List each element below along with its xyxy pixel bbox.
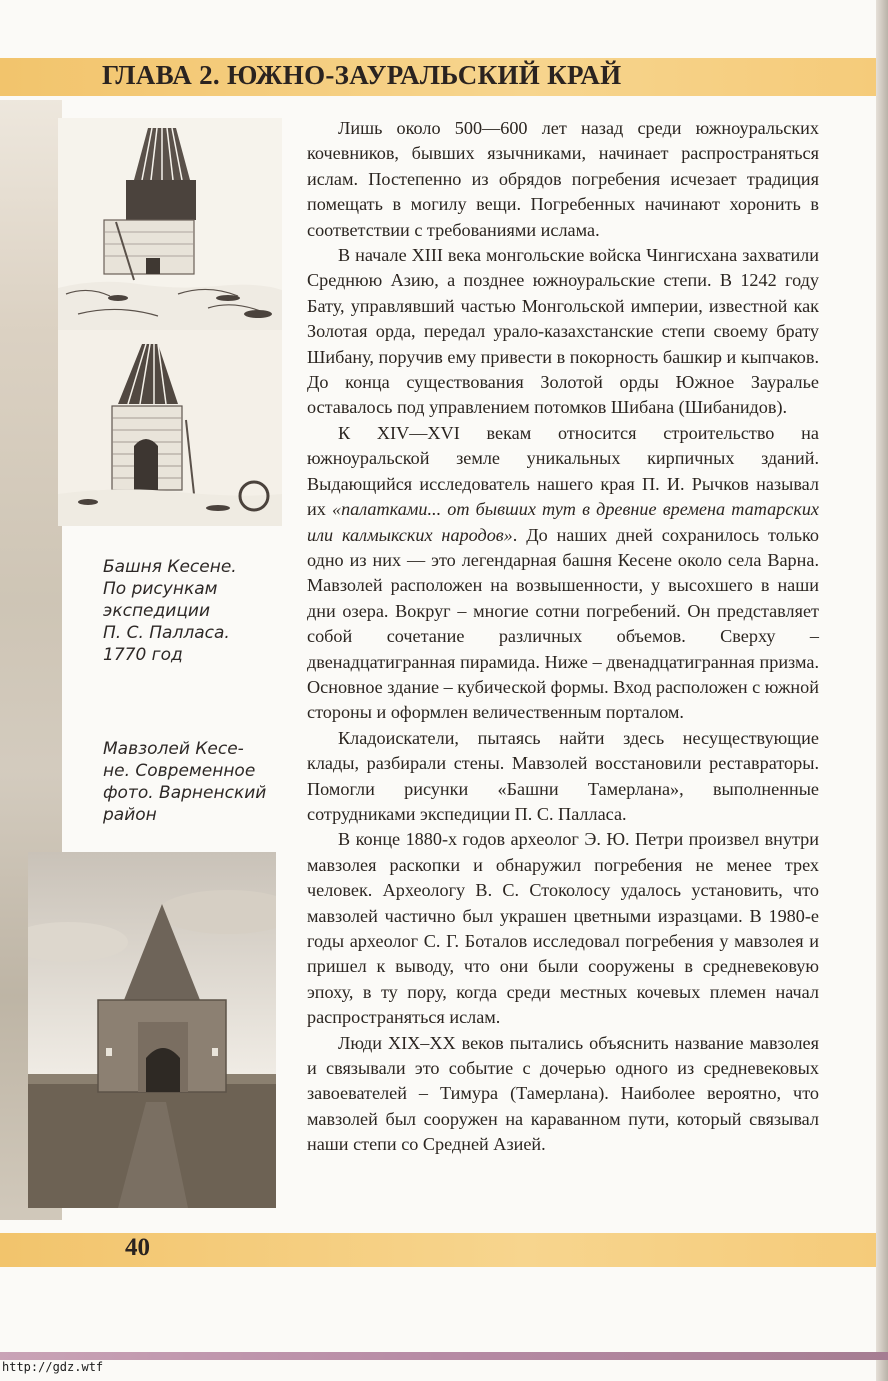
body-text <box>307 116 819 1158</box>
engraving-tower-1 <box>58 118 282 330</box>
page-number: 40 <box>125 1234 150 1261</box>
paragraph: В начале XIII века монгольские войска Чингисхана захватили Среднюю Азию, а позднее южноуральские степи. В 1242 году Бату, управлявший частью Монгольской империи, известной как Золотая орда, передал урало-казахстанские степи своему брату Шибану, поручив ему привести в покорность башкир и кыпчаков. До конца существования Золотой орды Южное Зауралье оставалось под управлением потомков Шибана (Шибанидов). <box>307 245 819 418</box>
paragraph: Лишь около 500—600 лет назад среди южноуральских кочевников, бывших язычниками, начинает распространяться ислам. Постепенно из обрядов погребения исчезает традиция помещать в могилу вещи. Погребенных начинают хоронить в соответствии с требованиями ислама. <box>307 118 819 240</box>
paragraph: В конце 1880-х годов археолог Э. Ю. Петри произвел внутри мавзолея раскопки и обнаружил погребения не менее трех человек. Археологу В. С. Стоколосу удалось установить, что мавзолей частично был украшен цветными изразцами. В 1980-е годы археолог С. Г. Боталов исследовал погребения у мавзолея и пришел к выводу, что они были сооружены в средневековую эпоху, в ту пору, когда среди местных кочевых племен начал распространяться ислам. <box>307 829 819 1028</box>
paragraph-text: . До наших дней сохранилось только одно из них — это легендарная башня Кесене около села Варна. Мавзолей расположен на возвышенности, у высохшего в наши дни озера. Вокруг – многие сотни погребений. Он представляет собой сочетание различных объемов. Сверху – двенадцатигранная пирамида. Ниже – двенадцатигранная призма. Основное здание – кубической формы. Вход расположен с южной стороны и оформлен величественным порталом. <box>307 524 819 723</box>
quote-italic: «палатками... от бывших тут в древние времена татарских или калмыкских народов» <box>307 499 820 545</box>
photo-caption: Мавзолей Кесе- не. Современное фото. Варненский район <box>103 739 267 825</box>
paragraph-text: К XIV—XVI векам относится строительство на южноуральской земле уникальных кирпичных зданий. Выдающийся исследователь нашего края П. И. Рычков называл их <box>307 422 819 520</box>
paragraph: Кладоискатели, пытаясь найти здесь несуществующие клады, разбирали стены. Мавзолей восстановили реставраторы. Помогли рисунки «Башни Тамерлана», выполненные сотрудниками экспедиции П. С. Палласа. <box>307 727 819 824</box>
engraving-caption: Башня Кесене. По рисункам экспедиции П. С. Палласа. 1770 год <box>103 557 237 665</box>
paragraph: Люди XIX–XX веков пытались объяснить название мавзолея и связывали это событие с дочерью одного из средневековых завоевателей – Тимура (Тамерлана). Наиболее вероятно, что мавзолей был сооружен на караванном пути, который связывал наши степи со Средней Азией. <box>307 1032 819 1155</box>
watermark-url: http://gdz.wtf <box>2 1360 104 1374</box>
paragraph <box>307 421 819 726</box>
bottom-decorative-strip <box>0 1352 888 1360</box>
page-edge-shadow <box>876 0 888 1381</box>
mausoleum-photo <box>28 852 276 1208</box>
engraving-tower-2 <box>58 330 282 526</box>
chapter-title: ГЛАВА 2. ЮЖНО-ЗАУРАЛЬСКИЙ КРАЙ <box>102 60 622 90</box>
